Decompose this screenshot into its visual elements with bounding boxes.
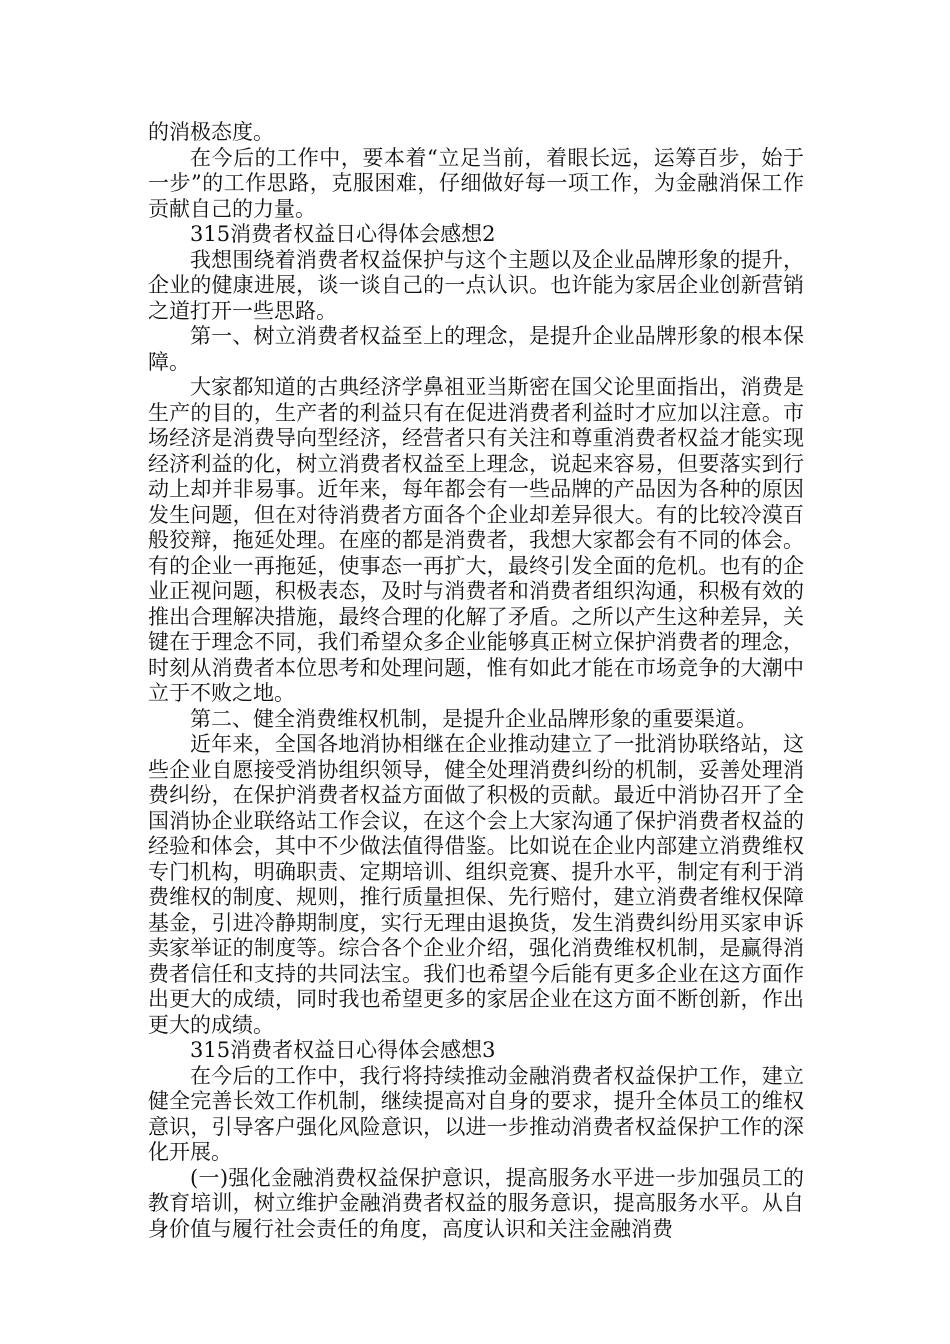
paragraph-5: 近年来，全国各地消协相继在企业推动建立了一批消协联络站，这些企业自愿接受消协组织领导，健全处理消费纠纷的机制，妥善处理消费纠纷，在保护消费者权益方面做了积极的贡献。最近中消协召开了全国消协企业联络站工作会议，在这个会上大家沟通了保护消费者权益的经验和体会，其中不少做法值得借鉴。比如说在企业内部建立消费维权专门机构，明确职责、定期培训、组织竞赛、提升水平，制定有利于消费维权的制度、规则，推行质量担保、先行赔付，建立消费者维权保障基金，引进冷静期制度，实行无理由退换货，发生消费纠纷用买家申诉卖家举证的制度等。综合各个企业介绍，强化消费维权机制，是赢得消费者信任和支持的共同法宝。我们也希望今后能有更多企业在这方面作出更大的成绩，同时我也希望更多的家居企业在这方面不断创新，作出更大的成绩。 — [148, 732, 804, 1037]
paragraph-4: 大家都知道的古典经济学鼻祖亚当斯密在国父论里面指出，消费是生产的目的，生产者的利益只有在促进消费者利益时才应加以注意。市场经济是消费导向型经济，经营者只有关注和尊重消费者权益才能实现经济利益的化，树立消费者权益至上理念，说起来容易，但要落实到行动上却并非易事。近年来，每年都会有一些品牌的产品因为各种的原因发生问题，但在对待消费者方面各个企业却差异很大。有的比较冷漠百般狡辩，拖延处理。在座的都是消费者，我想大家都会有不同的体会。有的企业一再拖延，使事态一再扩大，最终引发全面的危机。也有的企业正视问题，积极表态，及时与消费者和消费者组织沟通，积极有效的推出合理解决措施，最终合理的化解了矛盾。之所以产生这种差异，关键在于理念不同，我们希望众多企业能够真正树立保护消费者的理念，时刻从消费者本位思考和处理问题，惟有如此才能在市场竞争的大潮中立于不败之地。 — [148, 375, 804, 705]
paragraph-2: 在今后的工作中，要本着“立足当前，着眼长远，运筹百步，始于一步”的工作思路，克服困难，仔细做好每一项工作，为金融消保工作贡献自己的力量。 — [148, 145, 804, 221]
paragraph-6: 在今后的工作中，我行将持续推动金融消费者权益保护工作，建立健全完善长效工作机制，继续提高对自身的要求，提升全体员工的维权意识，引导客户强化风险意识，以进一步推动消费者权益保护工作的深化开展。 — [148, 1063, 804, 1164]
paragraph-1: 的消极态度。 — [148, 120, 274, 144]
paragraph-7: (一)强化金融消费权益保护意识，提高服务水平进一步加强员工的教育培训，树立维护金融消费者权益的服务意识，提高服务水平。从自身价值与履行社会责任的角度，高度认识和关注金融消费 — [148, 1165, 804, 1241]
section-heading-3: 315消费者权益日心得体会感想3 — [190, 1038, 496, 1062]
section-heading-2: 315消费者权益日心得体会感想2 — [190, 222, 496, 246]
point-heading-1: 第一、树立消费者权益至上的理念，是提升企业品牌形象的根本保障。 — [148, 324, 804, 374]
point-heading-2: 第二、健全消费维权机制，是提升企业品牌形象的重要渠道。 — [190, 706, 757, 731]
paragraph-3: 我想围绕着消费者权益保护与这个主题以及企业品牌形象的提升，企业的健康进展，谈一谈自己的一点认识。也许能为家居企业创新营销之道打开一些思路。 — [148, 247, 804, 323]
document-page — [148, 120, 804, 1242]
